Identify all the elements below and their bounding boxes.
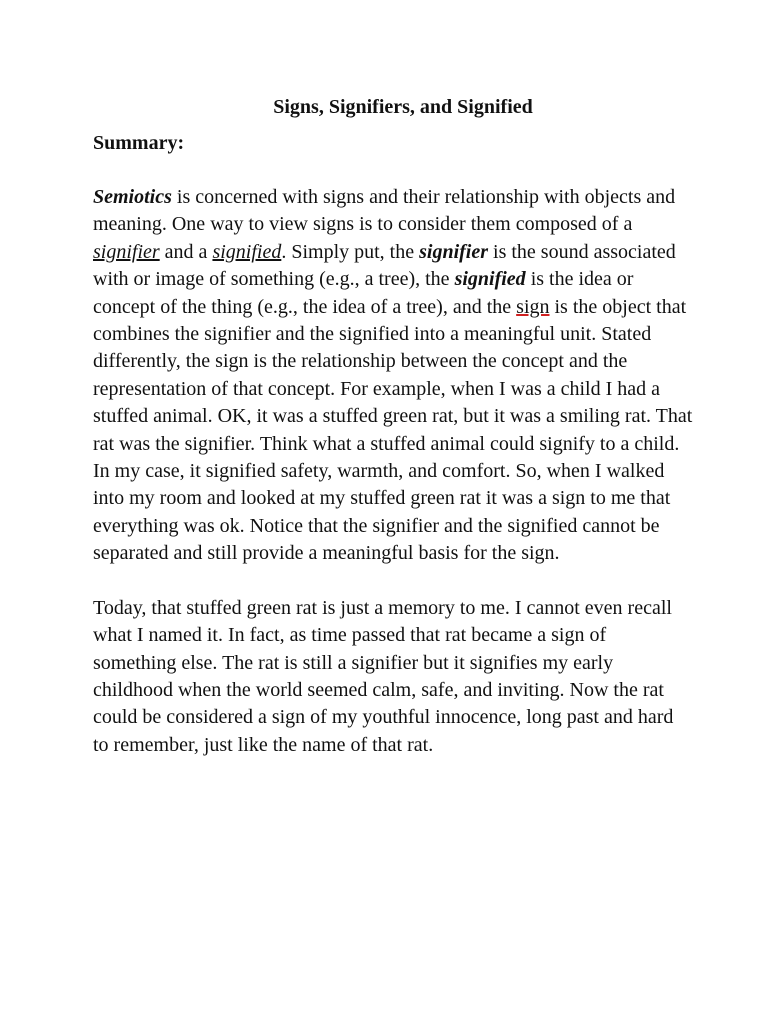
term-signified-underlined: signified (212, 240, 282, 263)
text-run: is concerned with signs and their relationship with objects and meaning. One way to view signs is to consider them composed of a (93, 186, 676, 236)
term-sign-spellcheck: sign (516, 295, 550, 318)
paragraph-semiotics (93, 184, 693, 568)
text-run: is the object that combines the signifier and the signified into a meaningful unit. Stated differently, the sign is the relationship between the concept and the representation of that concept. For example, when I was a child I had a stuffed animal. OK, it was a stuffed green rat, but it was a smiling rat. That rat was the signifier. Think what a stuffed animal could signify to a child. In my case, it signified safety, warmth, and comfort. So, when I walked into my room and looked at my stuffed green rat it was a sign to me that everything was ok. Notice that the signifier and the signified cannot be separated and still provide a meaningful basis for the sign. (93, 295, 693, 565)
text-run: and a (159, 240, 213, 263)
term-signified-bold: signified (454, 268, 526, 291)
document-page (93, 92, 693, 759)
text-run: Today, that stuffed green rat is just a memory to me. I cannot even recall what I named it. In fact, as time passed that rat became a sign of something else. The rat is still a signifier but it signifies my early childhood when the world seemed calm, safe, and inviting. Now the rat could be considered a sign of my youthful innocence, long past and hard to remember, just like the name of that rat. (93, 596, 674, 756)
term-semiotics: Semiotics (93, 186, 172, 208)
summary-heading: Summary: (93, 132, 185, 154)
text-run: is the idea or concept of the thing (e.g., the idea of a tree), and the (93, 268, 634, 318)
paragraph-today (93, 595, 693, 759)
term-signifier-bold: signifier (419, 240, 489, 263)
text-run: . Simply put, the (281, 240, 420, 263)
text-run: is the sound associated with or image of something (e.g., a tree), the (93, 240, 676, 291)
term-signifier-underlined: signifier (93, 240, 160, 263)
document-title: Signs, Signifiers, and Signified (273, 96, 533, 118)
